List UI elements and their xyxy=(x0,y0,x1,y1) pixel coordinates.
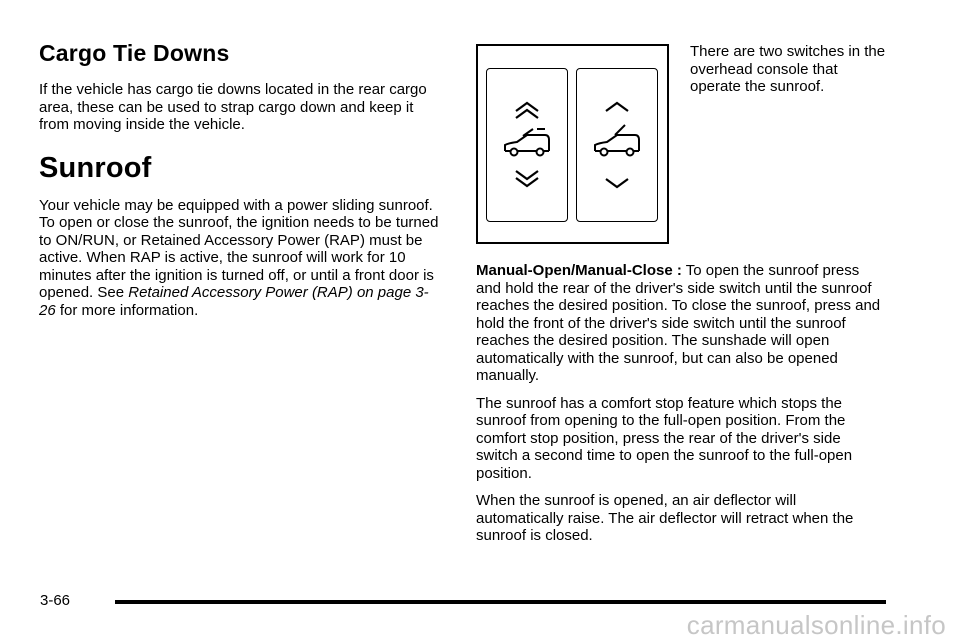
paragraph-cargo: If the vehicle has cargo tie downs located in the rear cargo area, these can be used to strap cargo down and keep it from moving inside the vehicle. xyxy=(39,81,427,133)
double-chevron-down-icon xyxy=(516,171,538,186)
heading-cargo-tie-downs: Cargo Tie Downs xyxy=(39,40,230,66)
chevron-up-icon xyxy=(606,103,628,111)
paragraph-air-deflector: When the sunroof is opened, an air deflector will automatically raise. The air deflector will retract when the sunroof is closed. xyxy=(476,492,854,544)
double-chevron-up-icon xyxy=(516,103,538,118)
sunroof-switches-figure xyxy=(476,44,669,244)
manual-open-close-text: To open the sunroof press and hold the rear of the driver's side switch until the sunroof reaches the desired position. To close the sunroof, press and hold the front of the driver's side switch until the sunroof reaches the desired position. The sunshade will open automatically with the sunroof, but can also be opened manually. xyxy=(476,262,881,384)
figure-caption xyxy=(690,43,890,106)
sunroof-vent-icon xyxy=(595,125,639,156)
sunroof-vent-switch xyxy=(576,68,658,222)
sunroof-text: Your vehicle may be equipped with a power sliding sunroof. To open or close the sunroof, the ignition needs to be turned to ON/RUN, or Retained Accessory Power (RAP) must be active. When RAP is active, the sunroof will work for 10 minutes after the ignition is turned off, or until a front door is opened. See xyxy=(39,196,439,301)
manual-open-close-label: Manual-Open/Manual-Close : xyxy=(476,262,682,279)
heading-sunroof: Sunroof xyxy=(39,151,152,184)
sunroof-text-end: for more information. xyxy=(55,301,199,319)
sunroof-slide-switch xyxy=(486,68,568,222)
paragraph-comfort-stop: The sunroof has a comfort stop feature which stops the sunroof from opening to the full-open position. From the comfort stop position, press the rear of the driver's side switch a second time to open the sunroof to the full-open position. xyxy=(476,394,853,482)
page-number: 3-66 xyxy=(40,592,71,609)
switches-intro: There are two switches in the overhead console that operate the sunroof. xyxy=(690,43,886,95)
right-column xyxy=(476,262,886,555)
left-column xyxy=(39,40,444,329)
watermark: carmanualsonline.info xyxy=(686,610,946,640)
rap-reference-link[interactable]: Retained Accessory Power (RAP) on page 3-26 xyxy=(39,284,429,319)
paragraph-sunroof xyxy=(39,197,444,320)
chevron-down-icon xyxy=(606,179,628,187)
sunroof-slide-icon xyxy=(505,129,549,156)
paragraph-manual xyxy=(476,262,886,385)
footer-rule xyxy=(115,600,886,604)
